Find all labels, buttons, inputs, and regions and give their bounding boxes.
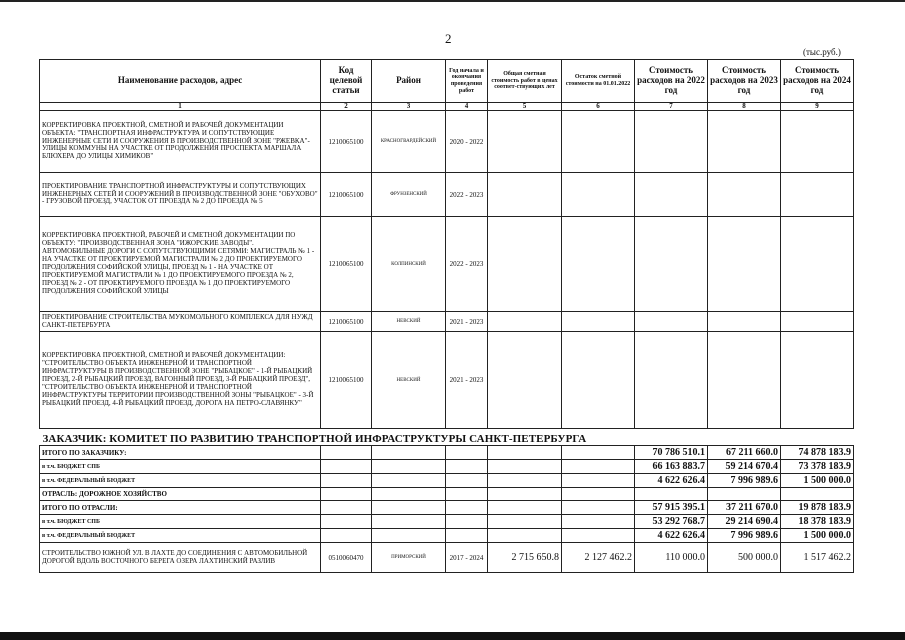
customer-heading: ЗАКАЗЧИК: КОМИТЕТ ПО РАЗВИТИЮ ТРАНСПОРТНОЙ ИНФРАСТРУКТУРЫ САНКТ-ПЕТЕРБУРГА — [42, 433, 587, 445]
target-code: 1210065100 — [321, 217, 372, 312]
summary-label: ИТОГО ПО ЗАКАЗЧИКУ: — [40, 446, 321, 460]
cost-2022: 4 622 626.4 — [635, 529, 708, 543]
cost-2024 — [781, 173, 854, 217]
cost-2022 — [635, 173, 708, 217]
cost-2024: 73 378 183.9 — [781, 460, 854, 474]
cost-2022: 70 786 510.1 — [635, 446, 708, 460]
header-code: Код целевой статьи — [321, 60, 372, 103]
header-cost-2023: Стоимость расходов на 2023 год — [708, 60, 781, 103]
summary-row — [40, 474, 854, 488]
table-row — [40, 312, 854, 332]
cost-2023 — [708, 111, 781, 173]
cost-2023: 7 996 989.6 — [708, 474, 781, 488]
work-years: 2022 - 2023 — [446, 217, 488, 312]
cost-2023: 29 214 690.4 — [708, 515, 781, 529]
work-years: 2022 - 2023 — [446, 173, 488, 217]
cost-2023 — [708, 173, 781, 217]
currency-note: (тыс.руб.) — [803, 47, 841, 57]
summary-label: ОТРАСЛЬ: ДОРОЖНОЕ ХОЗЯЙСТВО — [40, 488, 321, 501]
cost-2023: 59 214 670.4 — [708, 460, 781, 474]
column-number: 4 — [446, 103, 488, 111]
cost-2023 — [708, 488, 781, 501]
expense-name: ПРОЕКТИРОВАНИЕ ТРАНСПОРТНОЙ ИНФРАСТРУКТУРЫ И СОПУТСТВУЮЩИХ ИНЖЕНЕРНЫХ СЕТЕЙ И СООРУЖЕНИЙ В ПРОИЗВОДСТВЕННОЙ ЗОНЕ "ОБУХОВО" - ГРУЗОВОЙ ПРОЕЗД, УЧАСТОК ОТ ПРОЕЗДА № 2 ДО ПРОЕЗДА № 5 — [40, 173, 321, 217]
header-name: Наименование расходов, адрес — [40, 60, 321, 103]
cost-2024: 1 517 462.2 — [781, 543, 854, 573]
cost-2024: 74 878 183.9 — [781, 446, 854, 460]
district: НЕВСКИЙ — [372, 312, 446, 332]
scan-bottom-edge — [0, 632, 905, 640]
balance — [562, 312, 635, 332]
summary-label: в т.ч. БЮДЖЕТ СПБ — [40, 515, 321, 529]
expense-name: КОРРЕКТИРОВКА ПРОЕКТНОЙ, РАБОЧЕЙ И СМЕТНОЙ ДОКУМЕНТАЦИИ ПО ОБЪЕКТУ: "ПРОИЗВОДСТВЕННАЯ ЗОНА "ИЖОРСКИЕ ЗАВОДЫ". АВТОМОБИЛЬНЫЕ ДОРОГИ С СОПУТСТВУЮЩИМИ СЕТЯМИ: МАГИСТРАЛЬ № 1 - НА УЧАСТКЕ ОТ ПРОЕКТИРУЕМОЙ МАГИСТРАЛИ № 2 ДО ПРОЕКТИРУЕМОГО ПРОДОЛЖЕНИЯ СОФИЙСКОЙ УЛИЦЫ, ПРОЕЗД № 1 - НА УЧАСТКЕ ОТ ПРОЕКТИРУЕМОЙ МАГИСТРАЛИ № 1 ДО ПРОЕКТИРУЕМОГО ПРОЕЗДА № 2, ПРОЕЗД № 2 - ОТ ПРОЕКТИРУЕМОГО ПРОЕЗДА № 1 ДО ПРОЕКТИРУЕМОГО ПРОДОЛЖЕНИЯ СОФИЙСКОЙ УЛИЦЫ — [40, 217, 321, 312]
cost-2023: 500 000.0 — [708, 543, 781, 573]
cost-2023: 67 211 660.0 — [708, 446, 781, 460]
table-row — [40, 332, 854, 429]
column-number: 3 — [372, 103, 446, 111]
summary-row — [40, 529, 854, 543]
target-code: 1210065100 — [321, 111, 372, 173]
summary-row — [40, 460, 854, 474]
header-cost-2022: Стоимость расходов на 2022 год — [635, 60, 708, 103]
cost-2024 — [781, 111, 854, 173]
cost-2023: 7 996 989.6 — [708, 529, 781, 543]
balance — [562, 173, 635, 217]
total-cost: 2 715 650.8 — [488, 543, 562, 573]
target-code: 1210065100 — [321, 312, 372, 332]
work-years: 2021 - 2023 — [446, 312, 488, 332]
district: КРАСНОГВАРДЕЙСКИЙ — [372, 111, 446, 173]
summary-label: в т.ч. ФЕДЕРАЛЬНЫЙ БЮДЖЕТ — [40, 474, 321, 488]
target-code: 1210065100 — [321, 173, 372, 217]
customer-heading-row — [40, 429, 854, 446]
balance — [562, 111, 635, 173]
work-years: 2017 - 2024 — [446, 543, 488, 573]
cost-2022: 4 622 626.4 — [635, 474, 708, 488]
table-row — [40, 543, 854, 573]
district: ФРУНЗЕНСКИЙ — [372, 173, 446, 217]
table-row — [40, 217, 854, 312]
work-years: 2021 - 2023 — [446, 332, 488, 429]
district: НЕВСКИЙ — [372, 332, 446, 429]
cost-2022: 110 000.0 — [635, 543, 708, 573]
cost-2022: 66 163 883.7 — [635, 460, 708, 474]
summary-row — [40, 515, 854, 529]
cost-2022: 57 915 395.1 — [635, 501, 708, 515]
cost-2024: 18 378 183.9 — [781, 515, 854, 529]
total-cost — [488, 332, 562, 429]
cost-2023 — [708, 332, 781, 429]
table-row — [40, 173, 854, 217]
budget-table — [39, 59, 854, 573]
header-district: Район — [372, 60, 446, 103]
cost-2022 — [635, 312, 708, 332]
cost-2024: 1 500 000.0 — [781, 529, 854, 543]
header-total-cost: Общая сметная стоимость работ в ценах соответ-ствующих лет — [488, 60, 562, 103]
expense-name: СТРОИТЕЛЬСТВО ЮЖНОЙ УЛ. В ЛАХТЕ ДО СОЕДИНЕНИЯ С АВТОМОБИЛЬНОЙ ДОРОГОЙ ВДОЛЬ ВОСТОЧНОГО БЕРЕГА ОЗЕРА ЛАХТИНСКИЙ РАЗЛИВ — [40, 543, 321, 573]
table-row — [40, 111, 854, 173]
summary-label: ИТОГО ПО ОТРАСЛИ: — [40, 501, 321, 515]
header-years: Год начала и окончания проведения работ — [446, 60, 488, 103]
cost-2023 — [708, 312, 781, 332]
total-cost — [488, 217, 562, 312]
column-number: 6 — [562, 103, 635, 111]
cost-2024 — [781, 332, 854, 429]
balance — [562, 217, 635, 312]
column-number-row — [40, 103, 854, 111]
expense-name: КОРРЕКТИРОВКА ПРОЕКТНОЙ, СМЕТНОЙ И РАБОЧЕЙ ДОКУМЕНТАЦИИ ОБЪЕКТА: "ТРАНСПОРТНАЯ ИНФРАСТРУКТУРА И СОПУТСТВУЮЩИЕ ИНЖЕНЕРНЫЕ СЕТИ И СООРУЖЕНИЯ В ПРОИЗВОДСТВЕННОЙ ЗОНЕ "РЖЕВКА"- УЛИЦЫ КОММУНЫ НА УЧАСТКЕ ОТ ПРОДОЛЖЕНИЯ ПРОСПЕКТА МАРШАЛА БЛЮХЕРА ДО УЛИЦЫ ХИМИКОВ" — [40, 111, 321, 173]
total-cost — [488, 312, 562, 332]
column-number: 5 — [488, 103, 562, 111]
district: ПРИМОРСКИЙ — [372, 543, 446, 573]
cost-2024 — [781, 312, 854, 332]
cost-2024 — [781, 217, 854, 312]
balance: 2 127 462.2 — [562, 543, 635, 573]
header-row — [40, 60, 854, 103]
cost-2023: 37 211 670.0 — [708, 501, 781, 515]
cost-2022 — [635, 111, 708, 173]
cost-2022 — [635, 217, 708, 312]
summary-label: в т.ч. БЮДЖЕТ СПБ — [40, 460, 321, 474]
target-code: 0510060470 — [321, 543, 372, 573]
summary-row — [40, 446, 854, 460]
total-cost — [488, 111, 562, 173]
cost-2022 — [635, 488, 708, 501]
cost-2022: 53 292 768.7 — [635, 515, 708, 529]
column-number: 2 — [321, 103, 372, 111]
header-cost-2024: Стоимость расходов на 2024 год — [781, 60, 854, 103]
summary-label: в т.ч. ФЕДЕРАЛЬНЫЙ БЮДЖЕТ — [40, 529, 321, 543]
balance — [562, 332, 635, 429]
expense-name: КОРРЕКТИРОВКА ПРОЕКТНОЙ, СМЕТНОЙ И РАБОЧЕЙ ДОКУМЕНТАЦИИ: "СТРОИТЕЛЬСТВО ОБЪЕКТА ИНЖЕНЕРНОЙ И ТРАНСПОРТНОЙ ИНФРАСТРУКТУРЫ В ПРОИЗВОДСТВЕННОЙ ЗОНЕ "РЫБАЦКОЕ" - 1-Й РЫБАЦКИЙ ПРОЕЗД, 2-Й РЫБАЦКИЙ ПРОЕЗД, ВАГОННЫЙ ПРОЕЗД, 3-Й РЫБАЦКИЙ ПРОЕЗД", "СТРОИТЕЛЬСТВО ОБЪЕКТА ИНЖЕНЕРНОЙ И ТРАНСПОРТНОЙ ИНФРАСТРУКТУРЫ ТЕРРИТОРИИ ПРОИЗВОДСТВЕННОЙ ЗОНЫ "РЫБАЦКОЕ" - 3-Й РЫБАЦКИЙ ПРОЕЗД, 4-Й РЫБАЦКИЙ ПРОЕЗД, ДОРОГА НА ПЕТРО-СЛАВЯНКУ" — [40, 332, 321, 429]
cost-2024 — [781, 488, 854, 501]
cost-2024: 1 500 000.0 — [781, 474, 854, 488]
column-number: 7 — [635, 103, 708, 111]
column-number: 8 — [708, 103, 781, 111]
district: КОЛПИНСКИЙ — [372, 217, 446, 312]
total-cost — [488, 173, 562, 217]
column-number: 1 — [40, 103, 321, 111]
cost-2022 — [635, 332, 708, 429]
summary-row — [40, 501, 854, 515]
summary-row — [40, 488, 854, 501]
work-years: 2020 - 2022 — [446, 111, 488, 173]
cost-2024: 19 878 183.9 — [781, 501, 854, 515]
target-code: 1210065100 — [321, 332, 372, 429]
expense-name: ПРОЕКТИРОВАНИЕ СТРОИТЕЛЬСТВА МУКОМОЛЬНОГО КОМПЛЕКСА ДЛЯ НУЖД САНКТ-ПЕТЕРБУРГА — [40, 312, 321, 332]
column-number: 9 — [781, 103, 854, 111]
page-number: 2 — [445, 31, 452, 46]
cost-2023 — [708, 217, 781, 312]
scan-top-edge — [0, 0, 905, 2]
header-balance: Остаток сметной стоимости на 01.01.2022 — [562, 60, 635, 103]
